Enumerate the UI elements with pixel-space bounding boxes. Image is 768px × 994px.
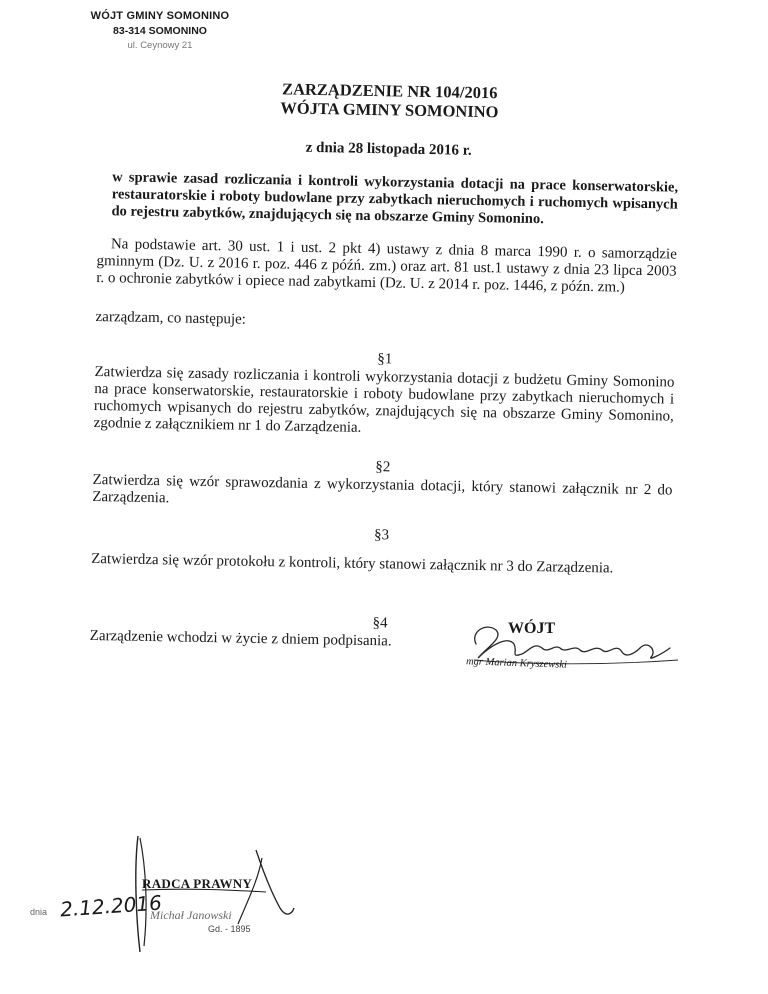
title-line-2: WÓJTA GMINY SOMONINO (280, 98, 499, 122)
section-1-text: Zatwierdza się zasady rozliczania i kontroli wykorzystania dotacji z budżetu Gminy Somonino na prace konserwatorskie, restauratorskie i roboty budowlane przy zabytkach nieruchomych i ruchomych wpisanych do rejestru zabytków, znajdujących się na obszarze Gminy Somonino, zgodnie z załącznikiem nr 1 do Zarządzenia. (93, 363, 675, 436)
stamp-street: ul. Ceynowy 21 (127, 40, 193, 51)
title-line-1: ZARZĄDZENIE NR 104/2016 (281, 79, 498, 103)
section-3-text: Zatwierdza się wzór protokołu z kontroli, który stanowi załącznik nr 3 do Zarządzenia. (91, 550, 614, 577)
document-subject: w sprawie zasad rozliczania i kontroli wykorzystania dotacji na prace konserwatorskie, restauratorskie i roboty budowlane przy zabytkach nieruchomych i ruchomych wpisanych do rejestru zabytków, znajdujących się na obszarze Gminy Somonino. (111, 169, 679, 228)
counsel-signature (30, 828, 330, 958)
section-4-text: Zarządzenie wchodzi w życie z dniem podpisania. (89, 627, 392, 650)
legal-counsel-stamp (30, 828, 330, 958)
mayor-title: WÓJT (508, 620, 556, 637)
counsel-date-label: dnia (30, 907, 48, 917)
section-2-mark: §2 (375, 459, 391, 476)
intro-line: zarządzam, co następuje: (95, 308, 247, 328)
mayor-signature-block (456, 614, 686, 694)
stamp-office: WÓJT GMINY SOMONINO (90, 10, 230, 22)
stamp-faded-line-2 (62, 870, 65, 881)
counsel-date: 2.12.2016 (59, 890, 163, 922)
stamp-postcode: 83-314 SOMONINO (113, 25, 207, 37)
section-1-mark: §1 (377, 351, 393, 368)
counsel-name: Michał Janowski (150, 908, 232, 922)
section-4-mark: §4 (372, 615, 388, 632)
mayor-name: mgr Marian Kryszewski (465, 656, 568, 671)
handwritten-signature (456, 614, 686, 684)
document-title (99, 76, 680, 125)
section-2-text: Zatwierdza się wzór sprawozdania z wykorzystania dotacji, który stanowi załącznik nr 2 do Zarządzenia. (92, 471, 673, 507)
legal-basis: Na podstawie art. 30 ust. 1 i ust. 2 pkt 4) ustawy z dnia 8 marca 1990 r. o samorządzie gminnym (Dz. U. z 2016 r. poz. 446 z późń. zm.) oraz art. 81 ust.1 ustawy z dnia 23 lipca 2003 r. o ochronie zabytków i opiece nad zabytkami (Dz. U. z 2014 r. poz. 1446, z późn. zm.) (96, 236, 677, 296)
header-stamp (70, 10, 250, 51)
counsel-title: RADCA PRAWNY (142, 876, 253, 891)
section-3-mark: §3 (373, 527, 390, 544)
counsel-number: Gd. - 1895 (208, 924, 251, 934)
document-date: z dnia 28 listopada 2016 r. (305, 139, 472, 159)
document-body (90, 76, 680, 656)
stamp-faded-line-1 (48, 856, 51, 867)
